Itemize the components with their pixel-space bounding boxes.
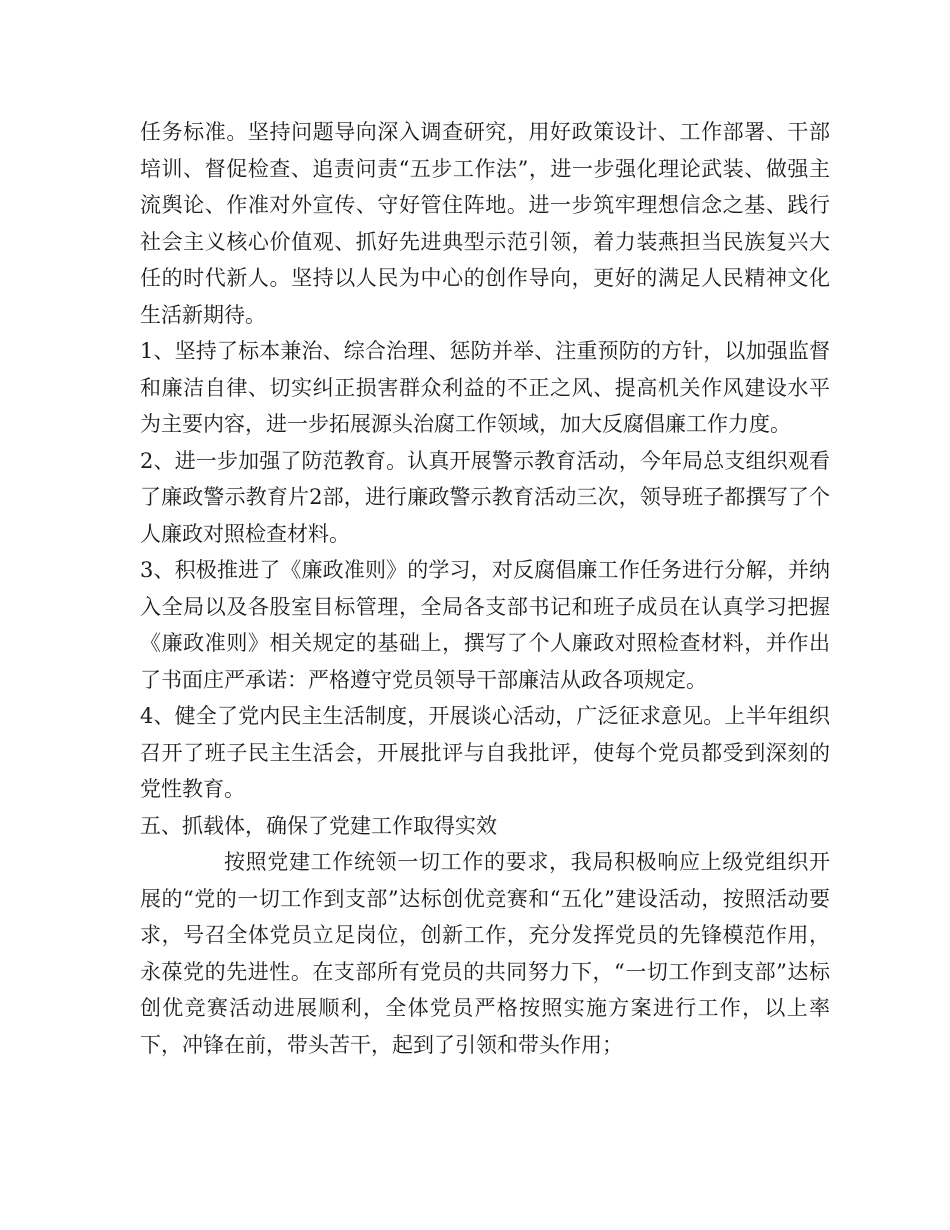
paragraph-item-4: 4、健全了党内民主生活制度，开展谈心活动，广泛征求意见。上半年组织召开了班子民主生活会，开展批评与自我批评，使每个党员都受到深刻的党性教育。 xyxy=(140,704,830,801)
paragraph-continuation: 任务标准。坚持问题导向深入调查研究，用好政策设计、工作部署、干部培训、督促检查、追责问责“五步工作法”，进一步强化理论武装、做强主流舆论、作准对外宣传、守好管住阵地。进一步筑牢理想信念之基、践行社会主义核心价值观、抓好先进典型示范引领，着力装燕担当民族复兴大任的时代新人。坚持以人民为中心的创作导向，更好的满足人民精神文化生活新期待。 xyxy=(140,120,830,327)
section-heading-5: 五、抓载体，确保了党建工作取得实效 xyxy=(140,813,497,838)
paragraph-section-5-body: 按照党建工作统领一切工作的要求，我局积极响应上级党组织开展的“党的一切工作到支部”达标创优竞赛和“五化”建设活动，按照活动要求，号召全体党员立足岗位，创新工作，充分发挥党员的先锋模范作用，永葆党的先进性。在支部所有党员的共同努力下，“一切工作到支部”达标创优竞赛活动进展顺利，全体党员严格按照实施方案进行工作，以上率下，冲锋在前，带头苦干，起到了引领和带头作用； xyxy=(140,850,830,1057)
paragraph-item-3: 3、积极推进了《廉政准则》的学习，对反腐倡廉工作任务进行分解，并纳入全局以及各股室目标管理，全局各支部书记和班子成员在认真学习把握《廉政准则》相关规定的基础上，撰写了个人廉政对照检查材料，并作出了书面庄严承诺：严格遵守党员领导干部廉洁从政各项规定。 xyxy=(140,558,830,692)
paragraph-item-1: 1、坚持了标本兼治、综合治理、惩防并举、注重预防的方针，以加强监督和廉洁自律、切实纠正损害群众利益的不正之风、提高机关作风建设水平为主要内容，进一步拓展源头治腐工作领域，加大反腐倡廉工作力度。 xyxy=(140,339,830,436)
document-body xyxy=(140,114,830,1063)
paragraph-item-2: 2、进一步加强了防范教育。认真开展警示教育活动，今年局总支组织观看了廉政警示教育片2部，进行廉政警示教育活动三次，领导班子都撰写了个人廉政对照检查材料。 xyxy=(140,448,830,546)
